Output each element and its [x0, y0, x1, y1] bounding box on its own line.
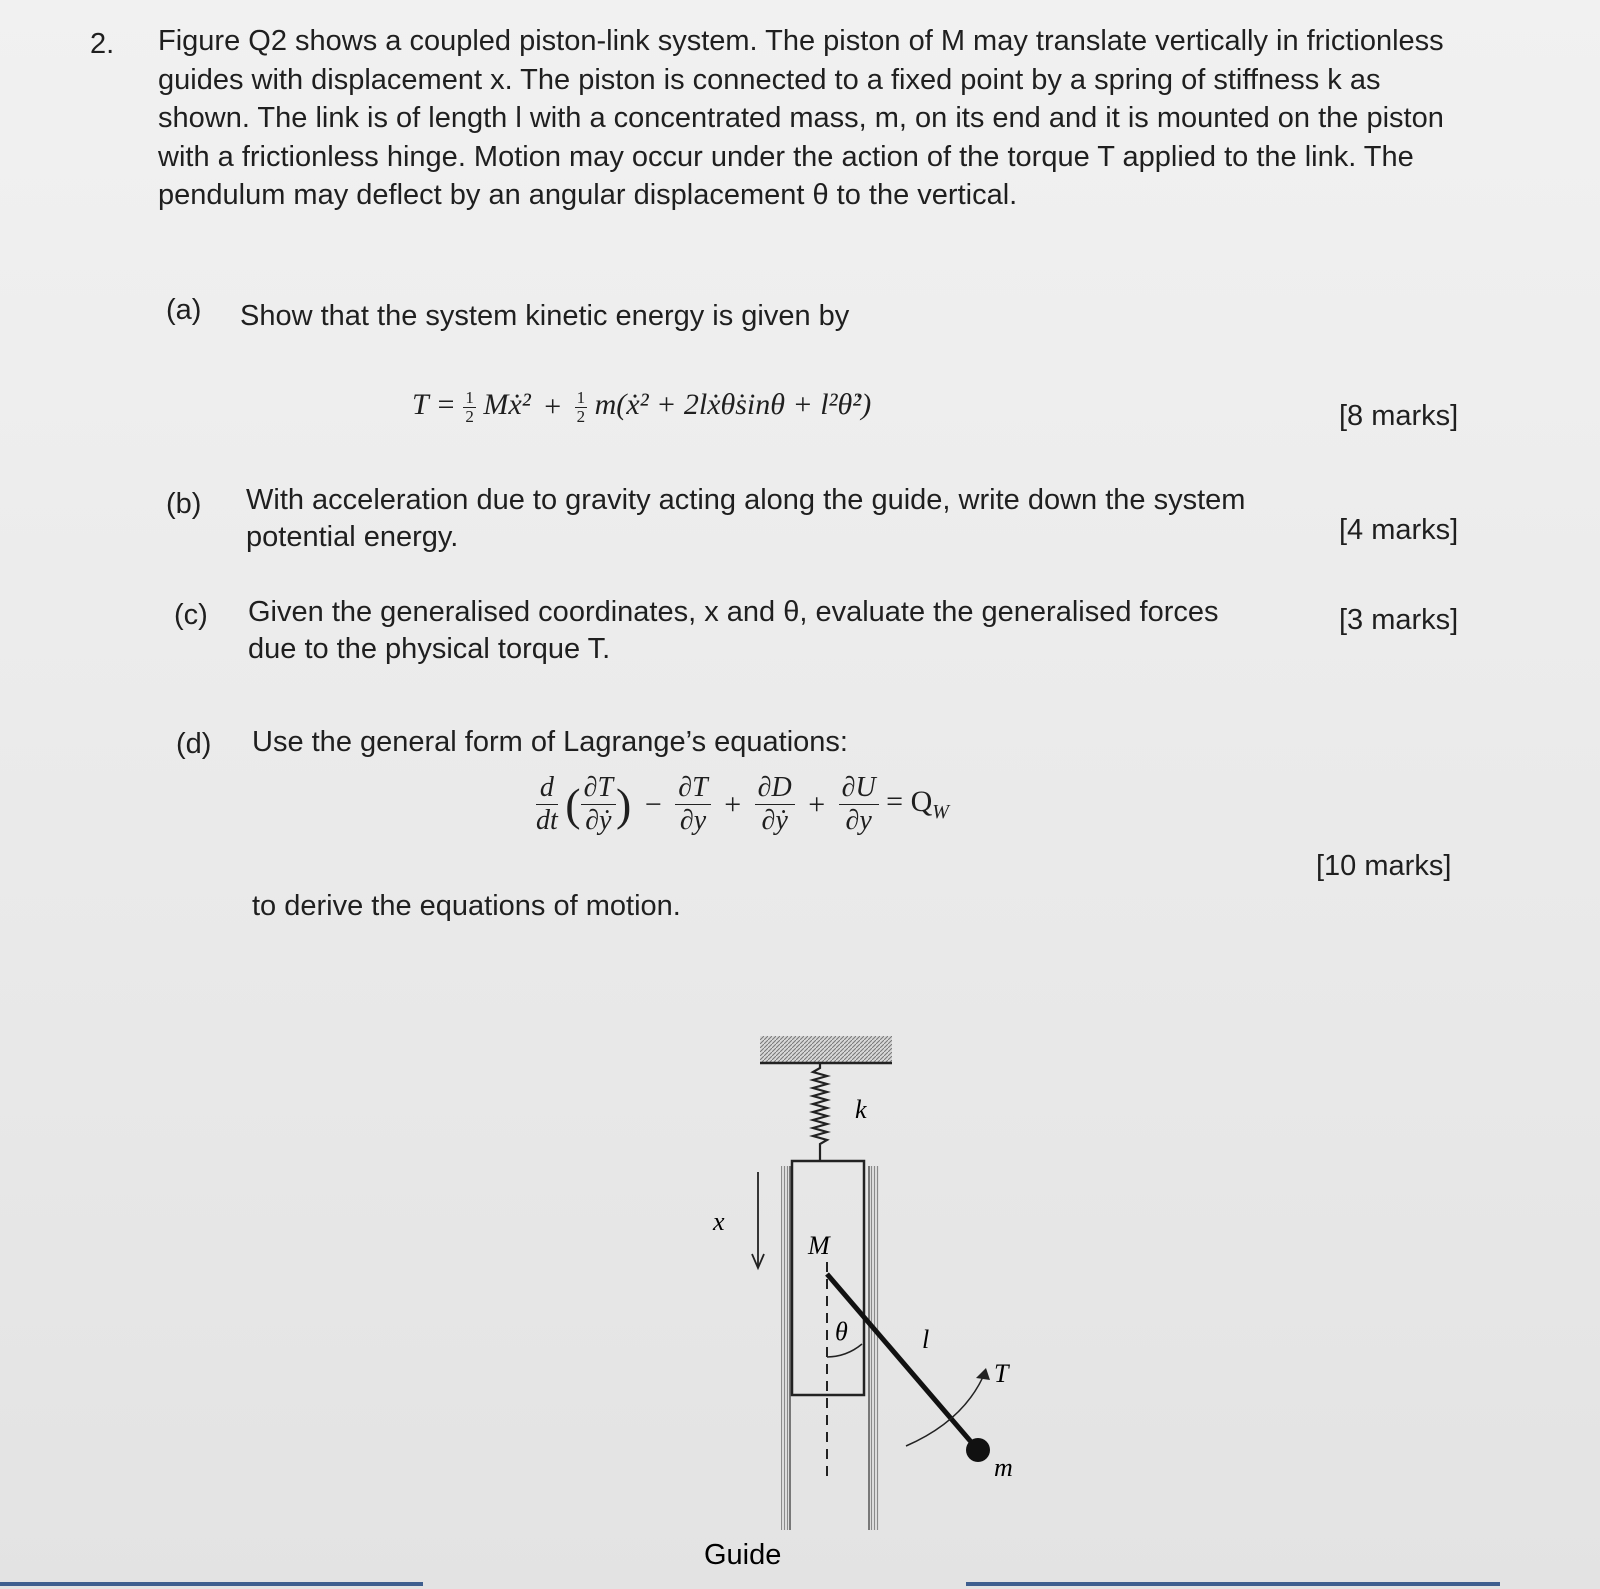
- part-c-label: (c): [174, 599, 208, 631]
- part-b-label: (b): [166, 488, 202, 520]
- pendulum-link: [827, 1274, 978, 1450]
- question-number: 2.: [90, 28, 115, 60]
- label-k: k: [855, 1095, 867, 1124]
- lagrange-dT-dydot: $\frac{\partial T}{\text{∂ẏ}}$: [581, 772, 616, 837]
- label-m: m: [994, 1453, 1013, 1482]
- lagrange-dD-dydot: $\frac{\partial D}{\text{∂ẏ}}$: [755, 772, 795, 837]
- label-M: M: [808, 1231, 830, 1260]
- guide-left: [781, 1166, 789, 1530]
- part-d-text: Use the general form of Lagrange’s equations:: [252, 726, 848, 758]
- label-l: l: [922, 1325, 930, 1354]
- label-T: T: [994, 1359, 1009, 1388]
- end-mass: [966, 1438, 990, 1462]
- part-d-text-after: to derive the equations of motion.: [252, 890, 681, 922]
- part-d-marks: [10 marks]: [1316, 850, 1452, 882]
- label-x: x: [713, 1207, 725, 1236]
- label-guide: Guide: [704, 1539, 782, 1571]
- part-b-text: With acceleration due to gravity acting along the guide, write down the system potential energy.: [246, 484, 1246, 553]
- lagrange-d-dt: $\frac{d}{dt}$: [536, 772, 558, 836]
- ke-half-2: $\frac{1}{2}$: [576, 387, 586, 426]
- torque-arrow-head: [976, 1368, 990, 1380]
- bottom-edge-right: [966, 1582, 1500, 1586]
- spring: [813, 1063, 827, 1160]
- label-theta: θ: [835, 1317, 848, 1346]
- guide-right: [870, 1166, 879, 1530]
- ke-term-2: m(ẋ² + 2lẋθ̇sinθ + l²θ̇²): [594, 388, 872, 421]
- lagrange-dT-dy: $\frac{\partial T}{\partial y}$: [675, 772, 710, 837]
- part-a-marks: [8 marks]: [1339, 400, 1459, 432]
- fixed-support: [760, 1036, 892, 1062]
- part-b-marks: [4 marks]: [1339, 514, 1459, 546]
- ke-lhs: T =: [412, 388, 456, 421]
- part-c-marks: [3 marks]: [1339, 604, 1459, 636]
- ke-half-1: $\frac{1}{2}$: [465, 387, 474, 426]
- kinetic-energy-equation: T = $\frac{1}{2}$ Mẋ² + $\frac{1}{2}$ m(ẋ² + 2lẋθ̇sinθ + l²θ̇²): [412, 387, 872, 426]
- part-d-label: (d): [176, 728, 212, 760]
- lagrange-dU-dy: $\frac{\partial U}{\partial y}$: [839, 772, 879, 837]
- ke-term-1: Mẋ²: [483, 388, 531, 421]
- question-text: Figure Q2 shows a coupled piston-link system. The piston of M may translate vertically in frictionless guides with displacement x. The piston is connected to a fixed point by a spring of stiffness k as shown. The link is of length l with a concentrated mass, m, on its end and it is mounted on the piston with a frictionless hinge. Motion may occur under the action of the torque T applied to the link. The pendulum may deflect by an angular displacement θ to the vertical.: [158, 25, 1444, 211]
- part-c-text: Given the generalised coordinates, x and θ, evaluate the generalised forces due to the physical torque T.: [248, 596, 1219, 665]
- part-a-label: (a): [166, 294, 202, 326]
- part-a-text: Show that the system kinetic energy is given by: [240, 300, 850, 332]
- lagrange-equation: $\frac{d}{dt}$ ( $\frac{\partial T}{\text{∂ẏ}}$ ) − $\frac{\partial T}{\partial y}$ + $\frac{\partial D}{\text{∂ẏ}}$ + $\frac{\partial U}{\partial y}$ = $Q_W$: [536, 772, 949, 836]
- bottom-edge-left: [0, 1582, 423, 1586]
- lagrange-rhs: = $Q_W$: [886, 785, 949, 823]
